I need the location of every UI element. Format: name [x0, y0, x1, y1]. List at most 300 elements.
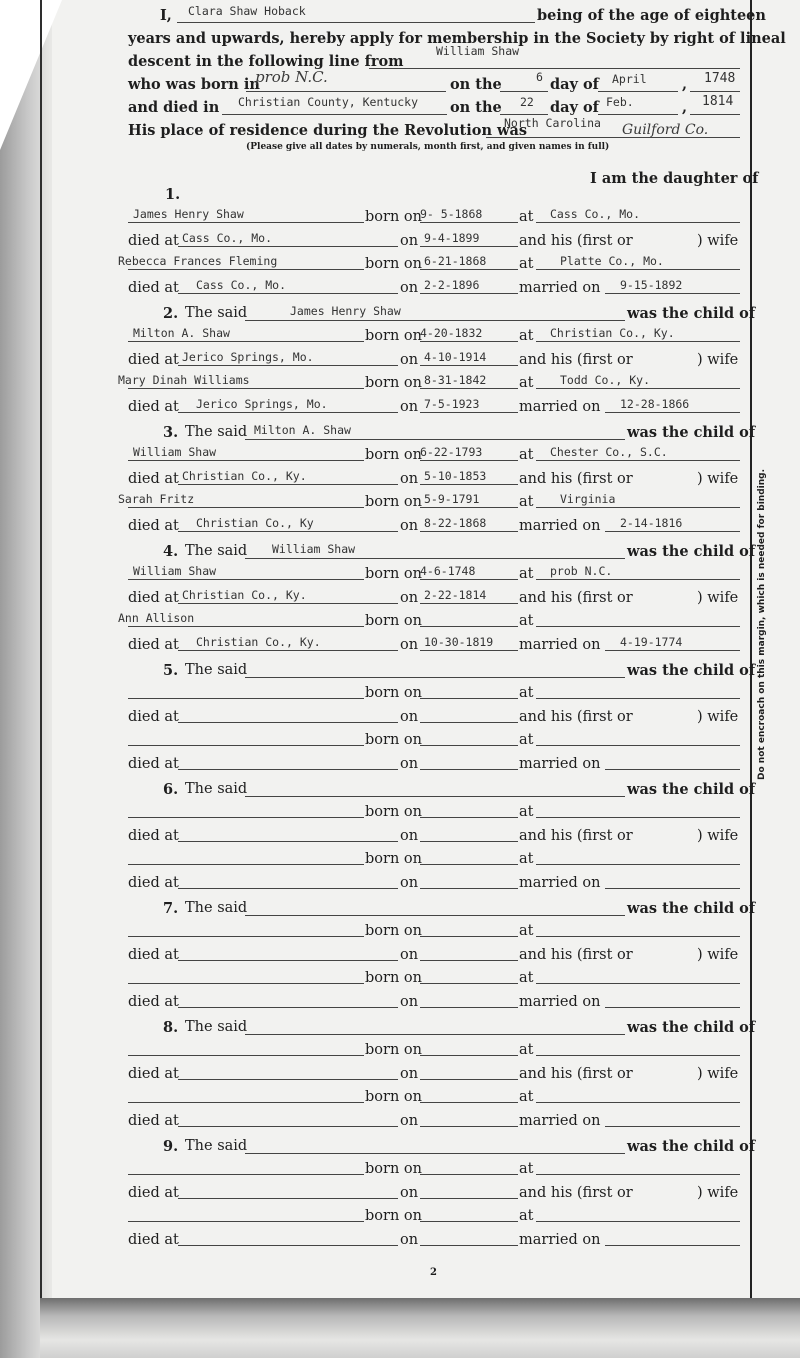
- on-label-5b: on: [400, 756, 419, 772]
- membership-text: years and upwards, hereby apply for membership in the Society by right of lineal: [128, 30, 786, 47]
- on-label-8a: on: [400, 1066, 419, 1082]
- married-line-7: [605, 1007, 740, 1008]
- person-died-on-line-1: [420, 246, 518, 247]
- on-label-7a: on: [400, 947, 419, 963]
- person-died-on-line-8: [420, 1079, 518, 1080]
- person-name-line-7: [128, 936, 364, 937]
- born-on-label-8b: born on: [365, 1089, 422, 1105]
- person-born-place-3: Chester Co., S.C.: [550, 445, 668, 459]
- person-died-on-line-6: [420, 841, 518, 842]
- born-on-label-7b: born on: [365, 970, 422, 986]
- wife-born-line-5: [420, 745, 518, 746]
- person-born-line-9: [420, 1174, 518, 1175]
- the-said-name-4: William Shaw: [272, 542, 356, 556]
- person-born-line-6: [420, 817, 518, 818]
- age-text: being of the age of eighteen: [537, 7, 766, 24]
- married-on-label-9: married on: [519, 1232, 601, 1248]
- person-died-place-3: Christian Co., Ky.: [182, 469, 307, 483]
- the-said-name-3: Milton A. Shaw: [254, 423, 351, 437]
- page-number: 2: [430, 1267, 437, 1278]
- person-died-at-line-1: [178, 246, 398, 247]
- on-label-6a: on: [400, 828, 419, 844]
- and-his-label-2: and his (first or: [519, 352, 633, 368]
- the-said-label-4: The said: [185, 543, 248, 559]
- died-in-value: Christian County, Kentucky: [238, 95, 419, 109]
- wife-died-on-line-9: [420, 1245, 518, 1246]
- wife-died-place-2: Jerico Springs, Mo.: [196, 397, 328, 411]
- person-name-1: James Henry Shaw: [133, 207, 244, 221]
- wife-label-8: ) wife: [697, 1066, 739, 1082]
- person-name-line-9: [128, 1174, 364, 1175]
- generation-number-5: 5.: [163, 662, 179, 679]
- day-of-label-1: day of: [550, 76, 599, 93]
- died-at-label-3a: died at: [128, 471, 179, 487]
- married-date-1: 9-15-1892: [620, 278, 683, 292]
- person-born-date-3: 6-22-1793: [420, 445, 483, 459]
- born-in-line: [246, 91, 446, 92]
- birth-month-line: [598, 91, 678, 92]
- wife-name-line-1: [128, 269, 364, 270]
- person-name-line-3: [128, 460, 364, 461]
- wife-name-line-2: [128, 388, 364, 389]
- died-at-label-6a: died at: [128, 828, 179, 844]
- wife-born-date-1: 6-21-1868: [424, 254, 487, 268]
- person-born-at-line-1: [536, 222, 740, 223]
- died-at-label-7a: died at: [128, 947, 179, 963]
- married-date-2: 12-28-1866: [620, 397, 690, 411]
- person-born-date-4: 4-6-1748: [420, 564, 476, 578]
- wife-born-at-line-9: [536, 1221, 740, 1222]
- born-on-label-8: born on: [365, 1042, 422, 1058]
- applicant-name: Clara Shaw Hoback: [188, 4, 306, 18]
- person-died-at-line-9: [178, 1198, 398, 1199]
- person-died-at-line-3: [178, 484, 398, 485]
- wife-born-at-line-7: [536, 983, 740, 984]
- wife-died-on-line-6: [420, 888, 518, 889]
- married-on-label-6: married on: [519, 875, 601, 891]
- born-on-label-1b: born on: [365, 256, 422, 272]
- binding-margin-rule: [750, 0, 752, 1300]
- folded-corner: [0, 0, 62, 150]
- died-at-label-7b: died at: [128, 994, 179, 1010]
- ancestor-line: [369, 68, 740, 69]
- child-of-label-3: was the child of: [627, 424, 756, 441]
- wife-died-at-line-2: [178, 412, 398, 413]
- on-label-4b: on: [400, 637, 419, 653]
- on-label-4a: on: [400, 590, 419, 606]
- on-label-2a: on: [400, 352, 419, 368]
- wife-born-place-2: Todd Co., Ky.: [560, 373, 651, 387]
- married-line-1: [605, 293, 740, 294]
- the-said-line-8: [245, 1034, 625, 1035]
- at-label-8a: at: [519, 1042, 534, 1058]
- the-said-label-2: The said: [185, 305, 248, 321]
- born-on-label-9b: born on: [365, 1208, 422, 1224]
- residence-label: His place of residence during the Revolution was: [128, 122, 528, 139]
- the-said-line-3: [245, 439, 625, 440]
- on-label-9a: on: [400, 1185, 419, 1201]
- birth-month: April: [612, 72, 647, 86]
- wife-died-at-line-1: [178, 293, 398, 294]
- born-on-label-5: born on: [365, 685, 422, 701]
- wife-name-line-8: [128, 1102, 364, 1103]
- wife-label-9: ) wife: [697, 1185, 739, 1201]
- person-born-at-line-3: [536, 460, 740, 461]
- married-on-label-8: married on: [519, 1113, 601, 1129]
- on-label-3b: on: [400, 518, 419, 534]
- died-at-label-9a: died at: [128, 1185, 179, 1201]
- at-label-1b: at: [519, 256, 534, 272]
- person-born-date-1: 9- 5-1868: [420, 207, 483, 221]
- death-day: 22: [520, 95, 534, 109]
- wife-born-line-3: [420, 507, 518, 508]
- the-said-label-9: The said: [185, 1138, 248, 1154]
- person-died-on-line-7: [420, 960, 518, 961]
- wife-died-date-4: 10-30-1819: [424, 635, 494, 649]
- generation-number-2: 2.: [163, 305, 179, 322]
- page-fold-line: [40, 0, 42, 1300]
- married-line-6: [605, 888, 740, 889]
- died-at-label-4b: died at: [128, 637, 179, 653]
- wife-born-at-line-1: [536, 269, 740, 270]
- at-label-2b: at: [519, 375, 534, 391]
- on-label-1a: on: [400, 233, 419, 249]
- and-his-label-6: and his (first or: [519, 828, 633, 844]
- wife-label-7: ) wife: [697, 947, 739, 963]
- wife-born-line-7: [420, 983, 518, 984]
- person-born-place-4: prob N.C.: [550, 564, 613, 578]
- at-label-7b: at: [519, 970, 534, 986]
- scan-shadow-bottom: [40, 1298, 800, 1358]
- death-year: 1814: [702, 94, 734, 109]
- wife-name-3: Sarah Fritz: [118, 492, 195, 506]
- child-of-label-6: was the child of: [627, 781, 756, 798]
- married-on-label-4: married on: [519, 637, 601, 653]
- child-of-label-5: was the child of: [627, 662, 756, 679]
- person-name-line-6: [128, 817, 364, 818]
- died-at-label-1a: died at: [128, 233, 179, 249]
- the-said-label-3: The said: [185, 424, 248, 440]
- and-his-label-4: and his (first or: [519, 590, 633, 606]
- wife-name-2: Mary Dinah Williams: [118, 373, 250, 387]
- born-on-label-2b: born on: [365, 375, 422, 391]
- the-said-label-8: The said: [185, 1019, 248, 1035]
- married-line-3: [605, 531, 740, 532]
- born-on-label-3b: born on: [365, 494, 422, 510]
- person-name-2: Milton A. Shaw: [133, 326, 230, 340]
- wife-died-on-line-4: [420, 650, 518, 651]
- at-label-8b: at: [519, 1089, 534, 1105]
- ancestor-name: William Shaw: [436, 44, 520, 58]
- applicant-line: [177, 22, 535, 23]
- wife-born-place-1: Platte Co., Mo.: [560, 254, 664, 268]
- person-died-on-line-2: [420, 365, 518, 366]
- at-label-3b: at: [519, 494, 534, 510]
- married-line-9: [605, 1245, 740, 1246]
- born-on-label-1: born on: [365, 209, 422, 225]
- died-at-label-2a: died at: [128, 352, 179, 368]
- person-born-line-8: [420, 1055, 518, 1056]
- wife-born-at-line-8: [536, 1102, 740, 1103]
- died-in-label: and died in: [128, 99, 220, 116]
- born-on-label-6b: born on: [365, 851, 422, 867]
- wife-died-place-3: Christian Co., Ky: [196, 516, 314, 530]
- born-on-label-5b: born on: [365, 732, 422, 748]
- born-in-value: prob N.C.: [255, 68, 328, 86]
- died-at-label-8b: died at: [128, 1113, 179, 1129]
- and-his-label-3: and his (first or: [519, 471, 633, 487]
- wife-died-at-line-6: [178, 888, 398, 889]
- married-date-3: 2-14-1816: [620, 516, 683, 530]
- at-label-9b: at: [519, 1208, 534, 1224]
- daughter-of-text: I am the daughter of: [590, 170, 759, 187]
- generation-number-7: 7.: [163, 900, 179, 917]
- child-of-label-9: was the child of: [627, 1138, 756, 1155]
- died-at-label-2b: died at: [128, 399, 179, 415]
- wife-born-place-3: Virginia: [560, 492, 616, 506]
- binding-margin-note: Do not encroach on this margin, which is needed for binding.: [757, 468, 767, 780]
- generation-number-4: 4.: [163, 543, 179, 560]
- and-his-label-8: and his (first or: [519, 1066, 633, 1082]
- wife-born-at-line-6: [536, 864, 740, 865]
- person-born-place-2: Christian Co., Ky.: [550, 326, 675, 340]
- married-line-4: [605, 650, 740, 651]
- person-name-line-4: [128, 579, 364, 580]
- wife-died-date-1: 2-2-1896: [424, 278, 480, 292]
- wife-label-4: ) wife: [697, 590, 739, 606]
- wife-born-date-2: 8-31-1842: [424, 373, 487, 387]
- person-died-date-2: 4-10-1914: [424, 350, 487, 364]
- wife-born-line-2: [420, 388, 518, 389]
- on-label-7b: on: [400, 994, 419, 1010]
- wife-died-at-line-9: [178, 1245, 398, 1246]
- wife-born-at-line-3: [536, 507, 740, 508]
- died-at-label-8a: died at: [128, 1066, 179, 1082]
- married-on-label-5: married on: [519, 756, 601, 772]
- generation-number-3: 3.: [163, 424, 179, 441]
- birth-day-line: [500, 91, 548, 92]
- born-on-label-2: born on: [365, 328, 422, 344]
- wife-born-line-6: [420, 864, 518, 865]
- the-said-line-6: [245, 796, 625, 797]
- wife-born-date-3: 5-9-1791: [424, 492, 480, 506]
- and-his-label-1: and his (first or: [519, 233, 633, 249]
- residence-annotation: Guilford Co.: [622, 122, 709, 138]
- wife-label-6: ) wife: [697, 828, 739, 844]
- on-label-6b: on: [400, 875, 419, 891]
- person-born-at-line-4: [536, 579, 740, 580]
- child-of-label-7: was the child of: [627, 900, 756, 917]
- person-born-place-1: Cass Co., Mo.: [550, 207, 641, 221]
- born-on-label-9: born on: [365, 1161, 422, 1177]
- person-died-date-4: 2-22-1814: [424, 588, 487, 602]
- wife-died-date-3: 8-22-1868: [424, 516, 487, 530]
- wife-died-at-line-3: [178, 531, 398, 532]
- generation-number-1: 1.: [165, 186, 181, 203]
- on-label-8b: on: [400, 1113, 419, 1129]
- born-on-label-6: born on: [365, 804, 422, 820]
- died-at-label-5b: died at: [128, 756, 179, 772]
- wife-born-at-line-2: [536, 388, 740, 389]
- wife-label-2: ) wife: [697, 352, 739, 368]
- person-name-line-1: [128, 222, 364, 223]
- person-born-at-line-5: [536, 698, 740, 699]
- birth-day: 6: [536, 70, 543, 84]
- at-label-7a: at: [519, 923, 534, 939]
- wife-died-at-line-4: [178, 650, 398, 651]
- on-label-9b: on: [400, 1232, 419, 1248]
- birth-year: 1748: [704, 71, 736, 86]
- person-died-at-line-2: [178, 365, 398, 366]
- wife-died-at-line-8: [178, 1126, 398, 1127]
- person-born-line-2: [420, 341, 518, 342]
- at-label-4b: at: [519, 613, 534, 629]
- born-on-label-4b: born on: [365, 613, 422, 629]
- the-said-line-7: [245, 915, 625, 916]
- died-at-label-9b: died at: [128, 1232, 179, 1248]
- on-the-label-1: on the: [450, 76, 502, 93]
- wife-died-on-line-8: [420, 1126, 518, 1127]
- person-born-line-5: [420, 698, 518, 699]
- wife-died-on-line-5: [420, 769, 518, 770]
- death-month: Feb.: [606, 95, 634, 109]
- person-born-at-line-7: [536, 936, 740, 937]
- wife-label-1: ) wife: [697, 233, 739, 249]
- wife-born-at-line-4: [536, 626, 740, 627]
- wife-name-line-6: [128, 864, 364, 865]
- wife-name-line-4: [128, 626, 364, 627]
- on-label-2b: on: [400, 399, 419, 415]
- at-label-4a: at: [519, 566, 534, 582]
- child-of-label-4: was the child of: [627, 543, 756, 560]
- the-said-name-2: James Henry Shaw: [290, 304, 401, 318]
- married-line-8: [605, 1126, 740, 1127]
- died-at-label-3b: died at: [128, 518, 179, 534]
- generation-number-6: 6.: [163, 781, 179, 798]
- death-month-line: [598, 114, 678, 115]
- on-label-5a: on: [400, 709, 419, 725]
- wife-name-line-7: [128, 983, 364, 984]
- wife-died-at-line-5: [178, 769, 398, 770]
- born-on-label-3: born on: [365, 447, 422, 463]
- wife-died-on-line-7: [420, 1007, 518, 1008]
- person-died-on-line-5: [420, 722, 518, 723]
- birth-year-line: [690, 91, 740, 92]
- person-born-line-4: [420, 579, 518, 580]
- wife-born-line-9: [420, 1221, 518, 1222]
- death-day-line: [500, 114, 548, 115]
- wife-born-line-8: [420, 1102, 518, 1103]
- person-died-place-1: Cass Co., Mo.: [182, 231, 273, 245]
- the-said-line-9: [245, 1153, 625, 1154]
- at-label-1a: at: [519, 209, 534, 225]
- wife-born-at-line-5: [536, 745, 740, 746]
- person-born-line-7: [420, 936, 518, 937]
- and-his-label-7: and his (first or: [519, 947, 633, 963]
- the-said-label-6: The said: [185, 781, 248, 797]
- person-died-place-4: Christian Co., Ky.: [182, 588, 307, 602]
- wife-died-place-1: Cass Co., Mo.: [196, 278, 287, 292]
- at-label-5b: at: [519, 732, 534, 748]
- person-name-line-8: [128, 1055, 364, 1056]
- person-died-at-line-7: [178, 960, 398, 961]
- person-died-at-line-8: [178, 1079, 398, 1080]
- person-name-line-5: [128, 698, 364, 699]
- married-on-label-7: married on: [519, 994, 601, 1010]
- and-his-label-5: and his (first or: [519, 709, 633, 725]
- person-died-date-1: 9-4-1899: [424, 231, 480, 245]
- death-year-line: [690, 114, 740, 115]
- residence-value: North Carolina: [504, 116, 601, 130]
- married-line-5: [605, 769, 740, 770]
- on-label-3a: on: [400, 471, 419, 487]
- born-on-label-4: born on: [365, 566, 422, 582]
- person-born-line-3: [420, 460, 518, 461]
- person-died-on-line-4: [420, 603, 518, 604]
- the-said-label-7: The said: [185, 900, 248, 916]
- wife-name-line-9: [128, 1221, 364, 1222]
- wife-died-date-2: 7-5-1923: [424, 397, 480, 411]
- married-line-2: [605, 412, 740, 413]
- the-said-line-5: [245, 677, 625, 678]
- generation-number-9: 9.: [163, 1138, 179, 1155]
- person-died-at-line-4: [178, 603, 398, 604]
- and-his-label-9: and his (first or: [519, 1185, 633, 1201]
- at-label-5a: at: [519, 685, 534, 701]
- person-born-at-line-6: [536, 817, 740, 818]
- wife-died-at-line-7: [178, 1007, 398, 1008]
- wife-name-1: Rebecca Frances Fleming: [118, 254, 278, 268]
- wife-born-line-4: [420, 626, 518, 627]
- born-on-label-7: born on: [365, 923, 422, 939]
- at-label-2a: at: [519, 328, 534, 344]
- at-label-6a: at: [519, 804, 534, 820]
- wife-died-on-line-1: [420, 293, 518, 294]
- the-said-line-2: [245, 320, 625, 321]
- person-died-on-line-9: [420, 1198, 518, 1199]
- person-name-line-2: [128, 341, 364, 342]
- wife-died-on-line-2: [420, 412, 518, 413]
- the-said-label-5: The said: [185, 662, 248, 678]
- the-said-line-4: [245, 558, 625, 559]
- person-name-3: William Shaw: [133, 445, 217, 459]
- person-born-line-1: [420, 222, 518, 223]
- person-died-at-line-6: [178, 841, 398, 842]
- married-on-label-3: married on: [519, 518, 601, 534]
- at-label-6b: at: [519, 851, 534, 867]
- wife-label-5: ) wife: [697, 709, 739, 725]
- wife-name-line-3: [128, 507, 364, 508]
- at-label-3a: at: [519, 447, 534, 463]
- person-died-on-line-3: [420, 484, 518, 485]
- born-in-label: who was born in: [128, 76, 260, 93]
- wife-born-line-1: [420, 269, 518, 270]
- person-died-place-2: Jerico Springs, Mo.: [182, 350, 314, 364]
- person-died-date-3: 5-10-1853: [424, 469, 487, 483]
- instructions-text: (Please give all dates by numerals, month first, and given names in full): [246, 142, 610, 152]
- wife-label-3: ) wife: [697, 471, 739, 487]
- died-in-line: [222, 114, 447, 115]
- died-at-label-6b: died at: [128, 875, 179, 891]
- married-date-4: 4-19-1774: [620, 635, 683, 649]
- on-label-1b: on: [400, 280, 419, 296]
- day-of-label-2: day of: [550, 99, 599, 116]
- married-on-label-2: married on: [519, 399, 601, 415]
- died-at-label-4a: died at: [128, 590, 179, 606]
- person-name-4: William Shaw: [133, 564, 217, 578]
- scan-shadow-left: [0, 0, 52, 1358]
- person-born-at-line-9: [536, 1174, 740, 1175]
